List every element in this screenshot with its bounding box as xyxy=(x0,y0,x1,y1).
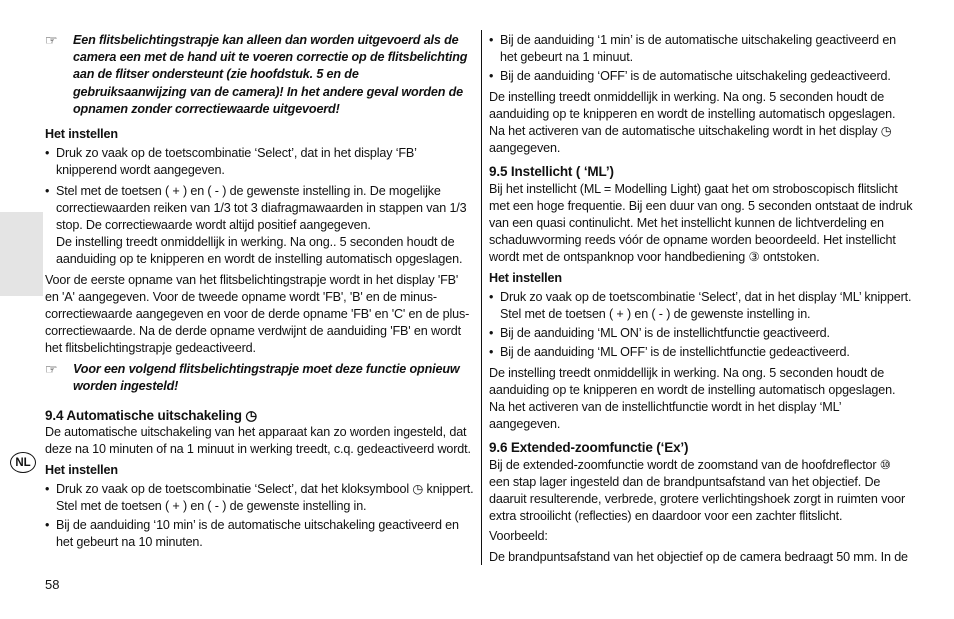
bullet-icon: • xyxy=(489,326,494,341)
list-item xyxy=(489,289,914,323)
note-repeat-setting xyxy=(45,361,475,395)
list-item-text: Bij de aanduiding ‘1 min’ is de automatische uitschakeling geactiveerd en het gebeurt na 1 minuut. xyxy=(500,33,897,65)
heading-modelling-light: 9.5 Instellicht ( ‘ML’) xyxy=(489,164,614,180)
list-item-continuation: De instelling treedt onmiddellijk in werking. Na ong.. 5 seconden houdt de aanduiding op te knipperen en wordt de instelling automatisch opgeslagen. xyxy=(56,235,463,267)
list-item xyxy=(45,481,475,515)
page-number: 58 xyxy=(45,577,60,592)
bullet-icon: • xyxy=(45,183,50,198)
heading-auto-shutoff: 9.4 Automatische uitschakeling ◷ xyxy=(45,408,258,424)
bullet-icon: • xyxy=(489,345,494,360)
note-text: Een flitsbelichtingstrapje kan alleen dan worden uitgevoerd als de camera een met de hand uit te voeren correctie op de flitsbelichting aan de flitser ondersteunt (zie hoofdstuk. 5 en de gebruiksaanwijzing van de camera)! In het andere geval worden de opnamen zonder correctiewaarde uitgevoerd! xyxy=(73,33,468,116)
subheading-setting: Het instellen xyxy=(45,127,118,142)
language-badge: NL xyxy=(10,452,36,473)
language-tab xyxy=(0,212,43,469)
subheading-setting: Het instellen xyxy=(45,462,118,477)
bullet-icon: • xyxy=(45,481,50,496)
paragraph: Bij het instellicht (ML = Modelling Light) gaat het om stroboscopisch flitslicht met een hoge frequentie. Bij een duur van ong. 5 seconden ontstaat de indruk van een quasi continulicht. Met het instellicht kunnen de lichtverdeling en schaduwvorming reeds vóór de opname worden beoordeeld. Het instellicht wordt met de ontspanknop voor handbediening ③ ontstoken. xyxy=(489,181,913,265)
subheading-setting: Het instellen xyxy=(489,270,562,285)
paragraph: De brandpuntsafstand van het objectief op de camera bedraagt 50 mm. In de xyxy=(489,549,908,564)
heading-extended-zoom: 9.6 Extended-zoomfunctie (‘Ex’) xyxy=(489,440,689,456)
list-item xyxy=(45,183,475,269)
list-item-text: Bij de aanduiding ‘ML OFF’ is de instellichtfunctie gedeactiveerd. xyxy=(500,345,850,360)
right-column xyxy=(489,32,914,566)
paragraph: De automatische uitschakeling van het apparaat kan zo worden ingesteld, dat deze na 10 minuten of na 1 minuut in werking treedt, c.q. gedeactiveerd wordt. xyxy=(45,425,471,457)
paragraph: De instelling treedt onmiddellijk in werking. Na ong. 5 seconden houdt de aanduiding op te knipperen en wordt de instelling automatisch opgeslagen. Na het activeren van de automatische uitschakeling wordt in het display ◷ aangegeven. xyxy=(489,89,896,156)
list-item xyxy=(45,517,475,551)
list-item xyxy=(489,325,914,342)
note-bracketing-requirement xyxy=(45,32,475,118)
list-item-text: Bij de aanduiding ‘OFF’ is de automatische uitschakeling gedeactiveerd. xyxy=(500,69,891,84)
list-item-text: Druk zo vaak op de toetscombinatie ‘Select’, dat het kloksymbool ◷ knippert. Stel met de toetsen ( + ) en ( - ) de gewenste instelling in. xyxy=(56,481,474,514)
bullet-icon: • xyxy=(489,33,494,47)
bullet-icon: • xyxy=(489,289,494,304)
left-column xyxy=(45,32,475,552)
list-item xyxy=(489,32,914,66)
paragraph: Voor de eerste opname van het flitsbelichtingstrapje wordt in het display 'FB' en 'A' aangegeven. Voor de tweede opname wordt 'FB', 'B' en de minus-correctiewaarde aangegeven en voor de derde opname 'FB' en 'C' en de plus-correctiewaarde. Na de derde opname verdwijnt de aanduiding 'FB' en wordt het flitsbelichtingstrapje gedeactiveerd. xyxy=(45,272,470,356)
list-item xyxy=(45,145,475,179)
list-item xyxy=(489,68,914,85)
list-item-text: Bij de aanduiding ‘10 min’ is de automatische uitschakeling geactiveerd en het gebeurt na 10 minuten. xyxy=(56,518,459,550)
list-item-text: Stel met de toetsen ( + ) en ( - ) de gewenste instelling in. De mogelijke correctiewaarden reiken van 1/3 tot 3 diafragmawaarden in stappen van 1/3 stop. De correctiewaarde wordt altijd positief aangegeven. xyxy=(56,183,467,233)
list-item-text: Bij de aanduiding ‘ML ON’ is de instellichtfunctie geactiveerd. xyxy=(500,326,830,341)
bullet-icon: • xyxy=(45,146,50,161)
bullet-icon: • xyxy=(489,69,494,84)
column-divider xyxy=(481,30,482,565)
list-item-text: Druk zo vaak op de toetscombinatie ‘Select’, dat in het display ‘ML’ knippert. Stel met de toetsen ( + ) en ( - ) de gewenste instelling in. xyxy=(500,289,912,322)
pointing-hand-icon: ☞ xyxy=(45,32,58,48)
note-text: Voor een volgend flitsbelichtingstrapje moet deze functie opnieuw worden ingesteld! xyxy=(73,361,460,393)
list-item xyxy=(489,344,914,361)
bullet-icon: • xyxy=(45,518,50,533)
paragraph: Bij de extended-zoomfunctie wordt de zoomstand van de hoofdreflector ⑩ een stap lager ingesteld dan de brandpuntsafstand van het objectief. De daaruit resulterende, verbrede, grotere verlichtingshoek zorgt in ruimten voor extra strooilicht (reflecties) en daardoor voor een zachter flitslicht. xyxy=(489,457,906,524)
paragraph: Voorbeeld: xyxy=(489,529,548,544)
pointing-hand-icon: ☞ xyxy=(45,360,58,377)
list-item-text: Druk zo vaak op de toetscombinatie ‘Select’, dat in het display ‘FB’ knipperend wordt aangegeven. xyxy=(56,146,417,178)
paragraph: De instelling treedt onmiddellijk in werking. Na ong. 5 seconden houdt de aanduiding op te knipperen en wordt de instelling automatisch opgeslagen. Na het activeren van de instellichtfunctie wordt in het display ‘ML’ aangegeven. xyxy=(489,365,896,432)
